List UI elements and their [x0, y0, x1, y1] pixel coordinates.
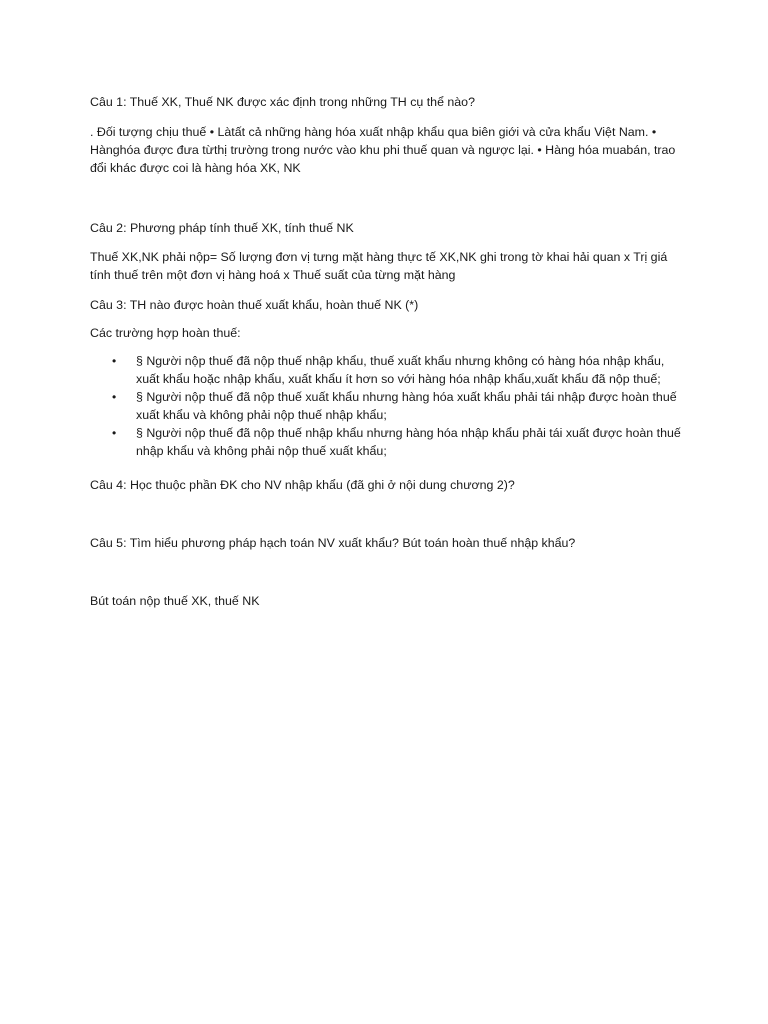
- bullet-icon: •: [112, 390, 117, 404]
- list-item: [90, 424, 690, 460]
- question-2: Câu 2: Phương pháp tính thuế XK, tính thuế NK: [90, 221, 354, 235]
- bullet-icon: •: [112, 354, 117, 368]
- refund-cases-list: [90, 352, 690, 460]
- question-1: Câu 1: Thuế XK, Thuế NK được xác định trong những TH cụ thể nào?: [90, 95, 475, 109]
- question-3: Câu 3: TH nào được hoàn thuế xuất khẩu, hoàn thuế NK (*): [90, 298, 419, 312]
- list-item: [90, 352, 690, 388]
- list-item-text: § Người nộp thuế đã nộp thuế nhập khẩu nhưng hàng hóa nhập khẩu phải tái xuất được hoàn thuế nhập khẩu và không phải nộp thuế xuất khẩu;: [136, 426, 681, 458]
- question-5: Câu 5: Tìm hiểu phương pháp hạch toán NV xuất khẩu? Bút toán hoàn thuế nhập khẩu?: [90, 536, 576, 550]
- bullet-icon: •: [112, 426, 117, 440]
- answer-2: Thuế XK,NK phải nộp= Số lượng đơn vị tưng mặt hàng thực tế XK,NK ghi trong tờ khai hải quan x Trị giá tính thuế trên một đơn vị hàng hoá x Thuế suất của từng mặt hàng: [90, 250, 668, 282]
- answer-3-intro: Các trường hợp hoàn thuế:: [90, 326, 241, 340]
- list-item-text: § Người nộp thuế đã nộp thuế nhập khẩu, thuế xuất khẩu nhưng không có hàng hóa nhập khẩu, xuất khẩu hoặc nhập khẩu, xuất khẩu ít hơn so với hàng hóa nhập khẩu,xuất khẩu đã nộp thuế;: [136, 354, 665, 386]
- answer-1: . Đối tượng chịu thuế • Làtất cả những hàng hóa xuất nhập khẩu qua biên giới và cửa khẩu Việt Nam. • Hànghóa được đưa từthị trường trong nước vào khu phi thuế quan và ngược lại. • Hàng hóa muabán, trao đổi khác được coi là hàng hóa XK, NK: [90, 125, 676, 175]
- question-4: Câu 4: Học thuộc phần ĐK cho NV nhập khẩu (đã ghi ở nội dung chương 2)?: [90, 478, 515, 492]
- list-item-text: § Người nộp thuế đã nộp thuế xuất khẩu nhưng hàng hóa xuất khẩu phải tái nhập được hoàn thuế xuất khẩu và không phải nộp thuế nhập khẩu;: [136, 390, 677, 422]
- question-6: Bút toán nộp thuế XK, thuế NK: [90, 594, 260, 608]
- list-item: [90, 388, 690, 424]
